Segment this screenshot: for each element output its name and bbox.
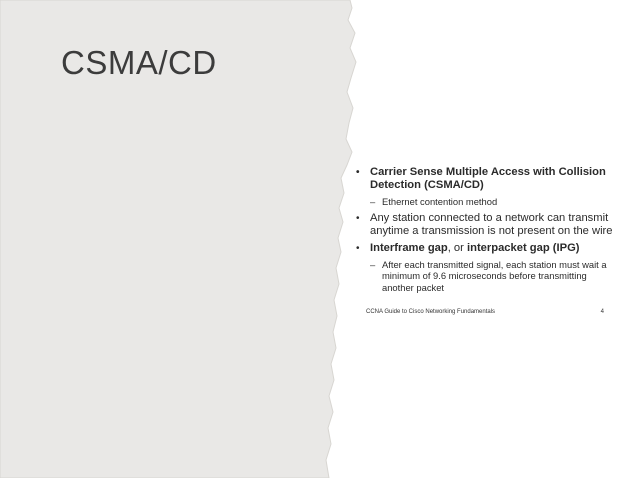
sub-bullet-marker: – bbox=[370, 258, 376, 270]
bullet-text: Carrier Sense Multiple Access with Collision Detection (CSMA/CD) bbox=[370, 166, 606, 191]
slide-footer bbox=[366, 309, 604, 315]
sub-bullet-item bbox=[356, 196, 618, 208]
bullet-term-interpacket-gap: interpacket gap (IPG) bbox=[467, 241, 580, 254]
bullet-list bbox=[356, 166, 618, 297]
bullet-marker: • bbox=[356, 167, 360, 178]
sub-bullet-text: After each transmitted signal, each station must wait a minimum of 9.6 microseconds before transmitting another packet bbox=[382, 258, 607, 293]
bullet-joiner: , or bbox=[447, 241, 467, 254]
bullet-item-interframe-gap bbox=[356, 242, 618, 255]
bullet-item-csmacd bbox=[356, 166, 618, 192]
sub-bullet-marker: – bbox=[370, 196, 376, 207]
footer-text: CCNA Guide to Cisco Networking Fundamentals bbox=[366, 309, 496, 315]
bullet-text: Any station connected to a network can transmit anytime a transmission is not present on the wire bbox=[370, 211, 613, 237]
bullet-term-interframe-gap: Interframe gap bbox=[370, 241, 448, 254]
sub-bullet-item bbox=[356, 259, 618, 294]
bullet-marker: • bbox=[356, 242, 360, 254]
bullet-marker: • bbox=[356, 212, 360, 224]
slide-title: CSMA/CD bbox=[61, 44, 217, 81]
bullet-item-any-station bbox=[356, 212, 618, 238]
page-number: 4 bbox=[600, 309, 604, 315]
sub-bullet-text: Ethernet contention method bbox=[382, 196, 498, 207]
